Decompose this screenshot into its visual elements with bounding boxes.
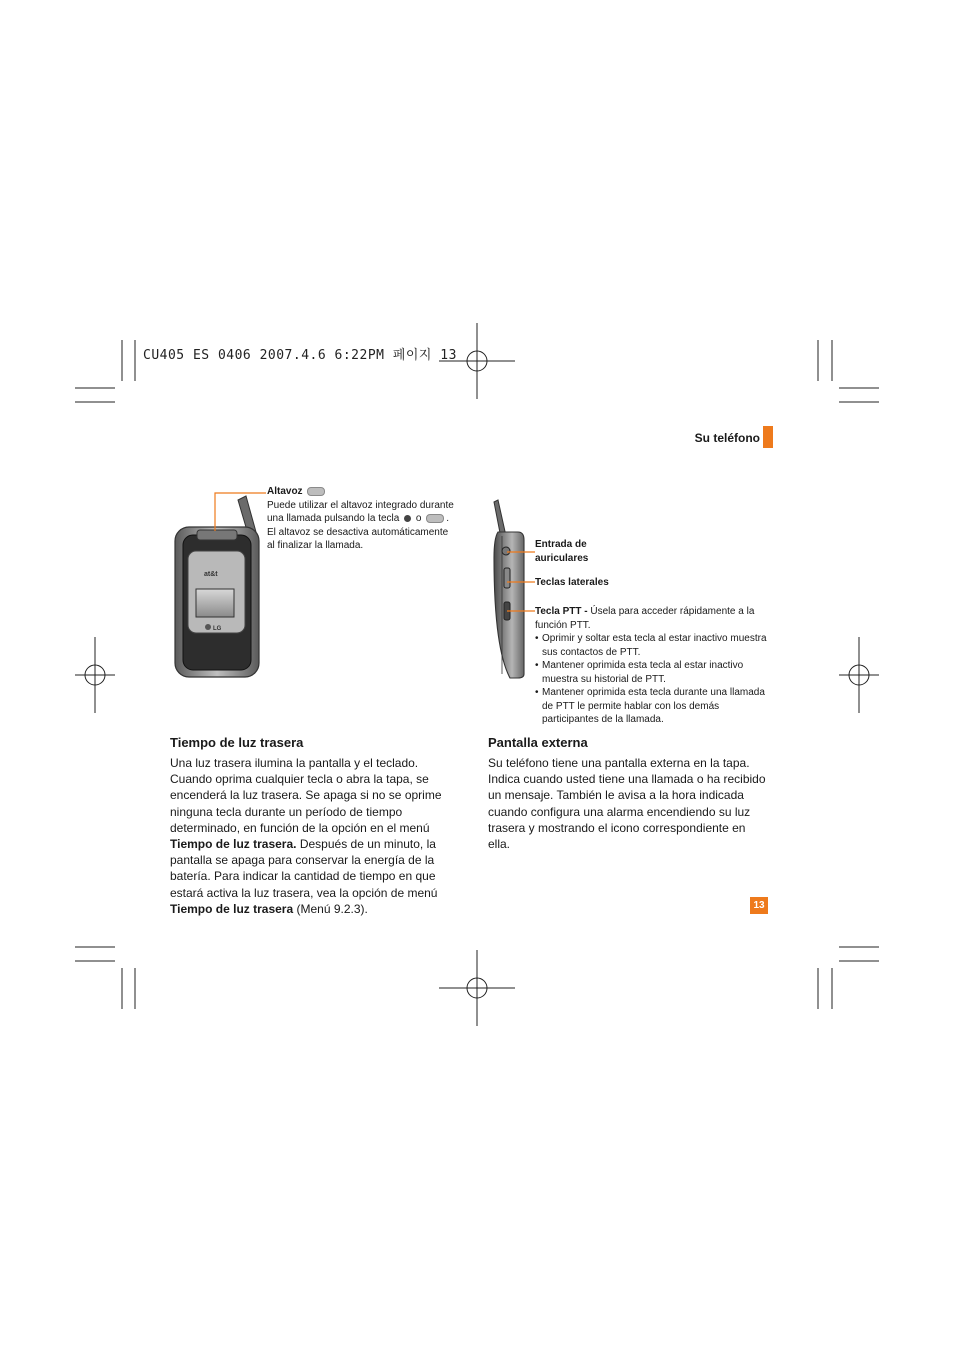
- backlight-menu-ref-2: Tiempo de luz trasera: [170, 901, 294, 916]
- backlight-menu-ref-1: Tiempo de luz trasera.: [170, 837, 297, 852]
- section-tab: [763, 426, 773, 448]
- backlight-body: [170, 755, 454, 917]
- speaker-key-icon: [426, 514, 444, 523]
- brand-logo-text: at&t: [204, 571, 218, 578]
- print-slug: CU405 ES 0406 2007.4.6 6:22PM 페이지 13: [143, 348, 457, 363]
- list-item: • Oprimir y soltar esta tecla al estar inactivo muestra sus contactos de PTT.: [535, 632, 772, 659]
- side-leader-lines: [505, 545, 537, 617]
- send-key-icon: [404, 515, 411, 522]
- altavoz-text-1: Puede utilizar el altavoz integrado durante una llamada pulsando la tecla: [267, 499, 454, 524]
- backlight-text-2: Después de un minuto, la pantalla se apaga para conservar la energía de la batería. Para indicar la cantidad de tiempo en que estará activa la luz trasera, vea la opción de menú: [170, 837, 438, 900]
- altavoz-text-o: o: [415, 513, 422, 524]
- speaker-key-icon: [307, 487, 325, 496]
- altavoz-text-2: . El altavoz se desactiva automáticamente al finalizar la llamada.: [267, 513, 450, 551]
- altavoz-label: Altavoz: [267, 486, 303, 497]
- maker-logo-text: LG: [213, 626, 222, 632]
- section-title: Su teléfono: [694, 431, 760, 445]
- list-item: • Mantener oprimida esta tecla durante una llamada de PTT le permite hablar con los demás participantes de la llamada.: [535, 686, 772, 727]
- external-screen-heading: Pantalla externa: [488, 735, 588, 750]
- ptt-callout: [535, 605, 772, 727]
- list-item: • Mantener oprimida esta tecla al estar inactivo muestra su historial de PTT.: [535, 659, 772, 686]
- backlight-text-1: Una luz trasera ilumina la pantalla y el teclado. Cuando oprima cualquier tecla o abra la tapa, se encenderá la luz trasera. Se apaga si no se oprime ninguna tecla durante un período de tiempo determinado, en función de la opción en el menú: [170, 756, 442, 835]
- backlight-text-3: (Menú 9.2.3).: [296, 901, 368, 916]
- external-screen-body: Su teléfono tiene una pantalla externa en la tapa. Indica cuando usted tiene una llamada o ha recibido un mensaje. También le avisa a la hora indicada cuando configura una alarma encendiendo su luz trasera y mostrando el icono correspondiente en ella.: [488, 756, 766, 852]
- altavoz-leader-line: [210, 488, 270, 534]
- backlight-heading: Tiempo de luz trasera: [170, 735, 304, 750]
- page-number: 13: [750, 897, 768, 914]
- altavoz-callout: [267, 485, 457, 553]
- ptt-label: Tecla PTT -: [535, 606, 588, 617]
- teclas-laterales-label: Teclas laterales: [535, 577, 609, 588]
- teclas-laterales-callout: [535, 576, 655, 590]
- auriculares-label: Entrada de auriculares: [535, 539, 589, 564]
- ptt-text: Úsela para acceder rápidamente a la función PTT.: [535, 606, 755, 631]
- ptt-bullet-list: [535, 632, 772, 727]
- auriculares-callout: [535, 538, 625, 565]
